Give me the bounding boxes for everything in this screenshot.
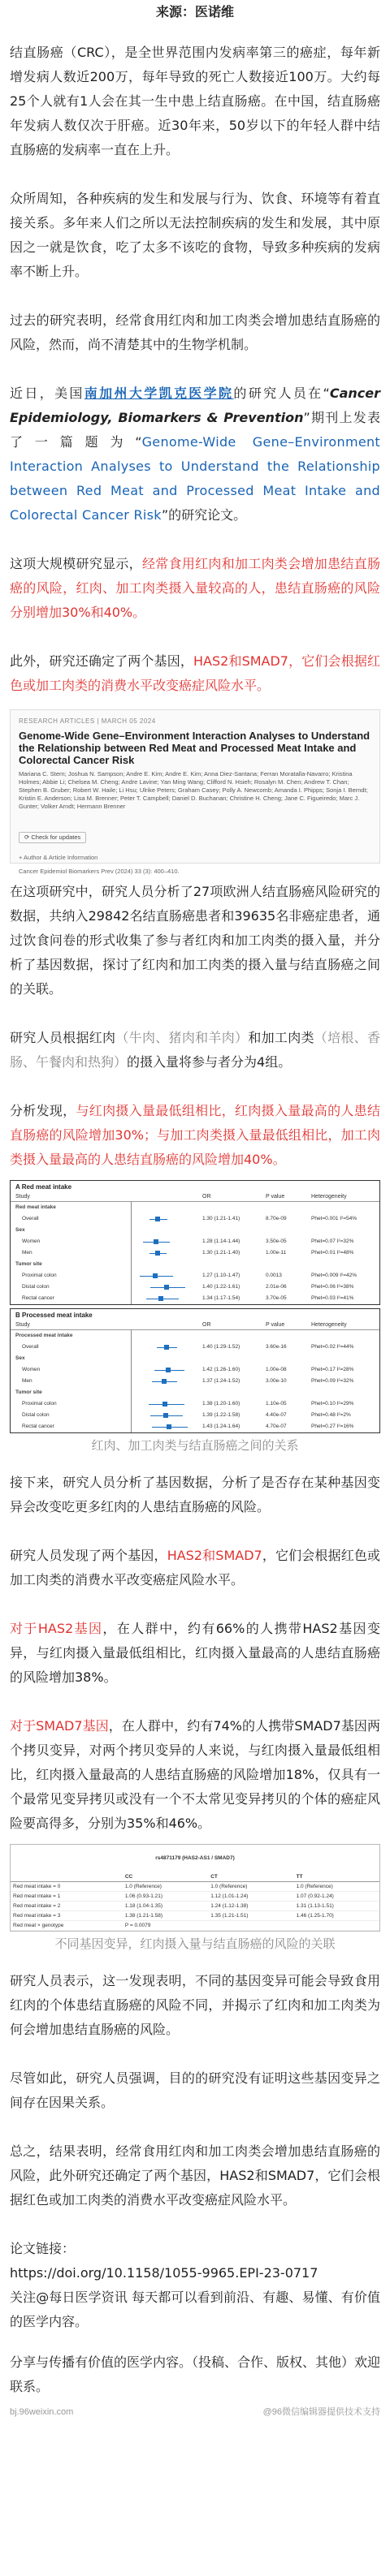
forest-panel-b <box>10 1308 380 1433</box>
journal-name: Cancer Epidemiology, Biomarkers & Prevention <box>10 386 380 425</box>
forest-cell-het <box>311 1353 368 1364</box>
paragraph-conclusion: 总之，结果表明，经常食用红肉和加工肉类会增加患结直肠癌的风险，此外研究还确定了两个基因，HAS2和SMAD7，它们会根据红色或加工肉类的消费水平改变癌症风险水平。 <box>10 2143 380 2208</box>
table-cell: 1.46 (1.25-1.70) <box>294 1911 379 1921</box>
forest-ref-line <box>131 1364 132 1376</box>
forest-cell-het <box>311 1259 368 1270</box>
forest-row <box>11 1293 379 1304</box>
forest-row-label: Sex <box>15 1227 25 1233</box>
forest-row-plot <box>113 1202 202 1213</box>
forest-cell-het: Phet=0.02 I²=44% <box>311 1344 354 1350</box>
forest-cell-het: Phet=0.17 I²=28% <box>311 1367 354 1372</box>
forest-row-plot <box>113 1364 202 1376</box>
forest-row-label: Sex <box>15 1355 25 1361</box>
paragraph-caveat: 尽管如此，研究人员强调，目的的研究没有证明这些基因变异之间存在因果关系。 <box>10 2070 380 2110</box>
forest-point <box>167 1424 171 1429</box>
forest-point <box>164 1285 169 1290</box>
paragraph-has2: 对于HAS2基因，在人群中，约有66%的人携带HAS2基因变异，与红肉摄入量最低组相比，红肉摄入量最高的人患结直肠癌的风险增加38%。 <box>10 1621 380 1685</box>
forest-cell-p: 3.70e-05 <box>266 1295 287 1301</box>
groups-pre: 研究人员根据红肉 <box>10 1030 116 1045</box>
groups-processed-examples: （培根、香肠、午餐肉和热狗） <box>10 1030 380 1070</box>
forest-cell-p: 1.00e-11 <box>266 1250 287 1256</box>
two-genes-highlight: HAS2和SMAD7 <box>167 1548 262 1563</box>
forest-row-plot <box>113 1353 202 1364</box>
table-row <box>11 1902 379 1911</box>
footer-watermark <box>10 2404 380 2420</box>
genotype-table-title: rs4871179 (HAS2-AS1 / SMAD7) <box>155 1855 235 1861</box>
forest-row <box>11 1421 379 1432</box>
paragraph-follow: 关注@每日医学资讯 每天都可以看到前沿、有趣、易懂、有价值的医学内容。 <box>10 2290 380 2329</box>
paragraph-two-genes: 研究人员发现了两个基因，HAS2和SMAD7，它们会根据红色或加工肉类的消费水平改变癌症风险水平。 <box>10 1548 380 1587</box>
forest-row-label: Women <box>22 1367 41 1372</box>
table-cell: Red meat × genotype <box>11 1921 123 1931</box>
paragraph-diet: 众所周知，各种疾病的发生和发展与行为、饮食、环境等有着直接关系。多年来人们之所以无法控制疾病的发生和发展，其中原因之一就是饮食，吃了太多不该吃的食物，导致多种疾病的发病率不断上升。 <box>10 191 380 279</box>
article-affil[interactable]: + Author & Article Information <box>19 854 98 861</box>
forest-cell-or: 1.27 (1.10-1.47) <box>202 1273 240 1278</box>
article-title: Genome-Wide Gene–Environment Interaction Analyses to Understand the Relationship between Red Meat and Processed Meat Intake and Colorectal Cancer Risk <box>19 730 370 766</box>
forest-group-label <box>11 1259 379 1270</box>
table-header-cell: TT <box>294 1872 379 1882</box>
forest-cell-p: 1.00e-08 <box>266 1367 287 1372</box>
check-updates-badge[interactable]: ⟳ Check for updates <box>19 832 86 843</box>
forest-cell-or <box>202 1225 266 1236</box>
forest-row-plot <box>113 1376 202 1387</box>
forest-row <box>11 1247 379 1259</box>
forest-cell-or: 1.30 (1.21-1.41) <box>202 1216 240 1221</box>
table-cell: 1.0 (Reference) <box>123 1882 208 1892</box>
forest-row-plot <box>113 1293 202 1304</box>
forest-row-plot <box>113 1421 202 1432</box>
forest-cell-or: 1.40 (1.29-1.52) <box>202 1344 240 1350</box>
forest-point <box>162 1379 167 1384</box>
table-header-cell: CC <box>123 1872 208 1882</box>
forest-row-label: Tumor site <box>15 1261 42 1267</box>
forest-point <box>166 1368 171 1372</box>
source-line: 来源：医诺维 <box>155 4 234 19</box>
forest-row-label: Overall <box>22 1216 39 1221</box>
forest-group-label <box>11 1202 379 1213</box>
paragraph-past-research: 过去的研究表明，经常食用红肉和加工肉类会增加患结直肠癌的风险，然而，尚不清楚其中的生物学机制。 <box>10 312 380 352</box>
forest-row-plot <box>113 1398 202 1410</box>
forest-cell-p <box>266 1259 311 1270</box>
paper-link[interactable]: https://doi.org/10.1158/1055-9965.EPI-23-0717 <box>10 2265 318 2281</box>
forest-row-plot <box>113 1236 202 1247</box>
forest-row-label: Men <box>22 1378 32 1384</box>
forest-ref-line <box>131 1330 132 1342</box>
table-header-cell <box>11 1872 123 1882</box>
forest-row-label: Tumor site <box>15 1389 42 1395</box>
forest-row-label: Proximal colon <box>22 1273 57 1278</box>
forest-group-label <box>11 1330 379 1342</box>
check-updates-icon: ⟳ <box>24 834 32 841</box>
forest-point <box>164 1345 169 1350</box>
forest-ref-line <box>131 1213 132 1225</box>
article-authors: Mariana C. Stern; Joshua N. Sampson; Andre E. Kim; Andre E. Kim; Anna Diez-Santana; Ferran Moratalla-Navarro; Kristina Holmes; Abbie Li; Chelsea M. Cheng; Andre Lavine; Yan Ming Wang; Clifford N. Hsieh; Rosalyn M. Chen; Andrew T. Chan; Stephen B. Gruber; Robert W. Haile; Li Hsu; Ulrike Peters; Graham Casey; Polly A. Newcomb; Amanda I. Phipps; Sonja I. Berndt; Kristin E. Anderson; Lisa M. Brenner; Peter T. Campbell; Daniel D. Buchanan; Christine H. Cheng; Jane C. Figueiredo; Marc J. Gunter; Volker Arndt; Hermann Brenner <box>19 770 368 810</box>
forest-ref-line <box>131 1398 132 1410</box>
forest-cell-or: 1.34 (1.17-1.54) <box>202 1295 240 1301</box>
paragraph-genes <box>10 649 380 698</box>
forest-cell-p: 3.00e-10 <box>266 1378 287 1384</box>
table-cell: Red meat intake = 1 <box>11 1892 123 1902</box>
paragraph-publication <box>10 381 380 528</box>
paragraph-share: 分享与传播有价值的医学内容。（投稿、合作、版权、其他）欢迎联系。 <box>10 2354 381 2394</box>
forest-cell-het: Phet=0.48 I²=2% <box>311 1412 351 1418</box>
table-row <box>11 1921 379 1931</box>
forest-cell-or <box>202 1259 266 1270</box>
forest-ref-line <box>131 1282 132 1293</box>
table-row <box>11 1882 379 1892</box>
analysis-pre: 分析发现， <box>10 1103 76 1118</box>
forest-row <box>11 1270 379 1282</box>
forest-cell-het <box>311 1330 368 1342</box>
forest-ref-line <box>131 1225 132 1236</box>
forest-row-plot <box>113 1387 202 1398</box>
forest-ref-line <box>131 1387 132 1398</box>
table-cell: 1.35 (1.21-1.51) <box>208 1911 293 1921</box>
forest-cell-or <box>202 1330 266 1342</box>
forest-cell-or: 1.40 (1.22-1.61) <box>202 1284 240 1290</box>
forest-cell-p: 2.01e-06 <box>266 1284 287 1290</box>
forest-cell-or: 1.43 (1.24-1.64) <box>202 1424 240 1429</box>
forest-cell-het: Phet=0.06 I²=38% <box>311 1284 354 1290</box>
forest-row-label: Women <box>22 1238 41 1244</box>
pub-end: ”的研究论文。 <box>161 507 247 523</box>
forest-cell-het: Phet=0.09 I²=32% <box>311 1378 354 1384</box>
forest-row-plot <box>113 1342 202 1353</box>
forest-cell-p: 4.70e-07 <box>266 1424 287 1429</box>
forest-cell-het: Phet=0.01 I²=48% <box>311 1250 354 1256</box>
paragraph-smad7: 对于SMAD7基因，在人群中，约有74%的人携带SMAD7基因两个拷贝变异，对两个拷贝变异的人来说，与红肉摄入量最低组相比，红肉摄入量最高的人患结直肠癌的风险增加18%，仅具有一个最常见变异拷贝或没有一个不太常见变异拷贝的个体的癌症风险要高得多，分别为35%和46%。 <box>10 1718 380 1831</box>
table-cell: 1.38 (1.21-1.58) <box>123 1911 208 1921</box>
table-row <box>11 1892 379 1902</box>
forest-row-plot <box>113 1259 202 1270</box>
forest-row <box>11 1364 379 1376</box>
forest-cell-or: 1.38 (1.20-1.60) <box>202 1401 240 1406</box>
panel-b-header: Study OR P value Heterogeneity <box>11 1320 379 1330</box>
table-cell: Red meat intake = 0 <box>11 1882 123 1892</box>
forest-ref-line <box>131 1421 132 1432</box>
forest-point <box>154 1239 158 1244</box>
forest-cell-het <box>311 1225 368 1236</box>
forest-row <box>11 1410 379 1421</box>
forest-group-label <box>11 1225 379 1236</box>
forest-row-plot <box>113 1270 202 1282</box>
forest-ref-line <box>131 1259 132 1270</box>
forest-cell-het <box>311 1202 368 1213</box>
forest-cell-het: Phet=0.27 I²=16% <box>311 1424 354 1429</box>
forest-cell-p <box>266 1353 311 1364</box>
article-screenshot <box>10 709 380 875</box>
panel-a-header: Study OR P value Heterogeneity <box>11 1192 379 1202</box>
forest-cell-p <box>266 1225 311 1236</box>
forest-ref-line <box>131 1342 132 1353</box>
forest-row-plot <box>113 1410 202 1421</box>
panel-b-title: B Processed meat intake <box>15 1312 93 1319</box>
has2-label: 对于HAS2基因 <box>10 1621 103 1636</box>
forest-cell-or <box>202 1202 266 1213</box>
table-cell: 1.06 (0.93-1.21) <box>123 1892 208 1902</box>
forest-cell-or: 1.30 (1.21-1.40) <box>202 1250 240 1256</box>
forest-plot-caption: 红肉、加工肉类与结直肠癌之间的关系 <box>91 1438 299 1453</box>
panel-a-rows <box>11 1202 379 1304</box>
forest-point <box>163 1413 168 1418</box>
forest-cell-p: 4.40e-07 <box>266 1412 287 1418</box>
pub-mid2: ”期刊上发表了一篇题为“ <box>10 410 380 450</box>
forest-row-label: Overall <box>22 1344 39 1350</box>
paragraph-main-finding <box>10 552 380 625</box>
forest-cell-p <box>266 1202 311 1213</box>
forest-ref-line <box>131 1410 132 1421</box>
forest-row-plot <box>113 1247 202 1259</box>
table-cell: P = 0.0079 <box>123 1921 208 1931</box>
forest-cell-het: Phet=0.03 I²=41% <box>311 1295 354 1301</box>
forest-point <box>158 1296 163 1301</box>
forest-row-plot <box>113 1213 202 1225</box>
paragraph-methods: 在这项研究中，研究人员分析了27项欧洲人结直肠癌风险研究的数据，共纳入29842名结直肠癌患者和39635名非癌症患者，通过饮食问卷的形式收集了参与者红肉和加工肉类的摄入量，并分析了基因数据，探讨了红肉和加工肉类的摄入量与结直肠癌之间的关联。 <box>10 884 380 997</box>
institution-link[interactable]: 南加州大学凯克医学院 <box>84 386 234 401</box>
groups-end: 的摄入量将参与者分为4组。 <box>127 1054 292 1070</box>
forest-row-label: Distal colon <box>22 1284 50 1290</box>
paragraph-groups <box>10 1026 380 1075</box>
forest-cell-or: 1.37 (1.24-1.52) <box>202 1378 240 1384</box>
forest-cell-het: Phet=0.001 I²=54% <box>311 1216 358 1221</box>
panel-a-title: A Red meat intake <box>15 1183 72 1191</box>
table-cell: 1.0 (Reference) <box>294 1882 379 1892</box>
forest-row <box>11 1282 379 1293</box>
table-cell <box>208 1921 293 1931</box>
table-cell: Red meat intake = 3 <box>11 1911 123 1921</box>
forest-cell-or <box>202 1353 266 1364</box>
table-row <box>11 1911 379 1921</box>
forest-point <box>153 1273 158 1278</box>
table-cell: 1.0 (Reference) <box>208 1882 293 1892</box>
forest-row <box>11 1213 379 1225</box>
genes-pre: 此外，研究还确定了两个基因， <box>10 653 193 669</box>
finding-pre: 这项大规模研究显示， <box>10 556 142 571</box>
finding-highlight: 经常食用红肉和加工肉类会增加患结直肠癌的风险，红肉、加工肉类摄入量较高的人，患结直肠癌的风险分别增加30%和40%。 <box>10 556 380 620</box>
article-tag: RESEARCH ARTICLES | MARCH 05 2024 <box>19 717 156 725</box>
paragraph-analysis <box>10 1099 380 1172</box>
genotype-table-caption: 不同基因变异，红肉摄入量与结直肠癌的风险的关联 <box>54 1936 336 1951</box>
genotype-table <box>11 1872 379 1931</box>
panel-b-rows <box>11 1330 379 1432</box>
forest-ref-line <box>131 1247 132 1259</box>
table-cell: 1.12 (1.01-1.24) <box>208 1892 293 1902</box>
smad7-label: 对于SMAD7基因 <box>10 1718 109 1734</box>
table-cell: 1.18 (1.04-1.35) <box>123 1902 208 1911</box>
forest-row-plot <box>113 1282 202 1293</box>
forest-point <box>162 1402 167 1406</box>
paper-title: Genome-Wide Gene–Environment Interaction Analyses to Understand the Relationship between Red Meat and Processed Meat Intake and Colorectal Cancer Risk <box>10 434 380 523</box>
table-cell: 1.24 (1.12-1.38) <box>208 1902 293 1911</box>
forest-row <box>11 1376 379 1387</box>
forest-cell-or <box>202 1387 266 1398</box>
forest-cell-het: Phet=0.10 I²=29% <box>311 1401 354 1406</box>
forest-cell-p <box>266 1387 311 1398</box>
forest-point <box>155 1217 160 1221</box>
pub-mid: 的研究人员在“ <box>233 386 330 401</box>
analysis-highlight: 与红肉摄入量最低组相比，红肉摄入量最高的人患结直肠癌的风险增加30%；与加工肉类摄入量最低组相比，加工肉类摄入量最高的人患结直肠癌的风险增加40%。 <box>10 1103 380 1167</box>
forest-row-label: Proximal colon <box>22 1401 57 1406</box>
forest-cell-p: 1.10e-05 <box>266 1401 287 1406</box>
forest-cell-or: 1.28 (1.14-1.44) <box>202 1238 240 1244</box>
groups-mid: 和加工肉类 <box>248 1030 314 1045</box>
table-cell: Red meat intake = 2 <box>11 1902 123 1911</box>
forest-cell-p <box>266 1330 311 1342</box>
table-cell: 1.07 (0.92-1.24) <box>294 1892 379 1902</box>
forest-row <box>11 1398 379 1410</box>
forest-ref-line <box>131 1353 132 1364</box>
table-header-cell: CT <box>208 1872 293 1882</box>
genes-highlight: HAS2和SMAD7，它们会根据红色或加工肉类的消费水平改变癌症风险水平。 <box>10 653 380 693</box>
forest-cell-het: Phet=0.07 I²=32% <box>311 1238 354 1244</box>
forest-ref-line <box>131 1376 132 1387</box>
footer-right: @96微信编辑器提供技术支持 <box>262 2407 380 2417</box>
forest-group-label <box>11 1387 379 1398</box>
forest-panel-a <box>10 1180 380 1305</box>
forest-row-label: Men <box>22 1250 32 1256</box>
article-citation: Cancer Epidemiol Biomarkers Prev (2024) 33 (3): 400–410. <box>19 868 180 875</box>
paragraph-genetic-analysis: 接下来，研究人员分析了基因数据，分析了是否存在某种基因变异会改变吃更多红肉的人患结直肠癌的风险。 <box>10 1475 380 1514</box>
groups-red-meat-examples: （牛肉、猪肉和羊肉） <box>115 1030 249 1045</box>
paragraph-implication: 研究人员表示，这一发现表明，不同的基因变异可能会导致食用红肉的个体患结直肠癌的风险不同，并揭示了红肉和加工肉类为何会增加患结直肠癌的风险。 <box>10 1973 380 2037</box>
forest-row-plot <box>113 1330 202 1342</box>
forest-cell-het: Phet=0.009 I²=42% <box>311 1273 358 1278</box>
table-cell: 1.31 (1.13-1.51) <box>294 1902 379 1911</box>
forest-row-label: Processed meat intake <box>15 1333 73 1338</box>
forest-cell-or: 1.42 (1.26-1.60) <box>202 1367 240 1372</box>
forest-plot-figure <box>10 1180 380 1454</box>
paper-link-label: 论文链接： <box>10 2241 76 2256</box>
forest-ref-line <box>131 1270 132 1282</box>
forest-row <box>11 1236 379 1247</box>
forest-row-label: Red meat intake <box>15 1204 56 1210</box>
forest-group-label <box>11 1353 379 1364</box>
forest-row <box>11 1342 379 1353</box>
forest-ref-line <box>131 1236 132 1247</box>
paragraph-intro: 结直肠癌（CRC），是全世界范围内发病率第三的癌症，每年新增发病人数近200万，每年导致的死亡人数接近100万。大约每25个人就有1人会在其一生中患上结直肠癌。在中国，结直肠癌年发病人数仅次于肝癌。近30年来，50岁以下的年轻人群中结直肠癌的发病率一直在上升。 <box>10 45 380 157</box>
footer-left: bj.96weixin.com <box>10 2407 74 2417</box>
forest-cell-p: 3.60e-16 <box>266 1344 287 1350</box>
table-cell <box>294 1921 379 1931</box>
forest-row-plot <box>113 1225 202 1236</box>
forest-cell-p: 8.70e-09 <box>266 1216 287 1221</box>
genotype-table-figure <box>10 1844 380 1932</box>
forest-point <box>155 1251 160 1256</box>
pub-pre: 近日，美国 <box>10 386 84 401</box>
forest-row-label: Rectal cancer <box>22 1295 54 1301</box>
forest-cell-p: 3.50e-05 <box>266 1238 287 1244</box>
forest-ref-line <box>131 1293 132 1304</box>
forest-row-label: Distal colon <box>22 1412 50 1418</box>
forest-ref-line <box>131 1202 132 1213</box>
forest-cell-or: 1.39 (1.22-1.58) <box>202 1412 240 1418</box>
forest-cell-het <box>311 1387 368 1398</box>
forest-row-label: Rectal cancer <box>22 1424 54 1429</box>
forest-cell-p: 0.0013 <box>266 1273 282 1278</box>
